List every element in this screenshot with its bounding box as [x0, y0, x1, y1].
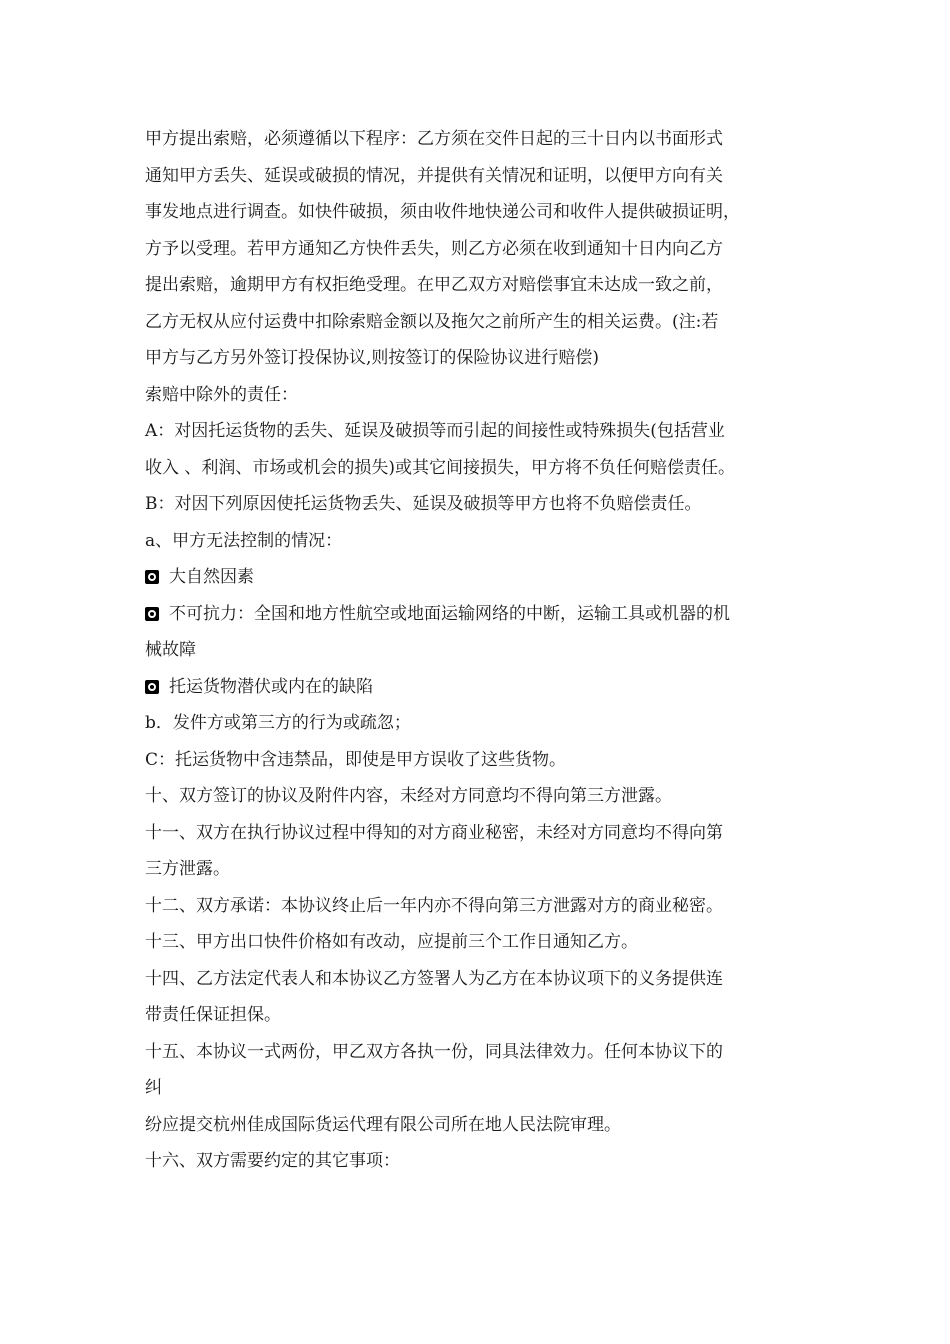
clause-15-line-2: 纠 — [145, 1078, 162, 1098]
exclusion-b-sub-b: b．发件方或第三方的行为或疏忽； — [145, 713, 411, 733]
clause-11-line-1: 十一、双方在执行协议过程中得知的对方商业秘密，未经对方同意均不得向第 — [145, 822, 723, 843]
exclusions-heading: 索赔中除外的责任： — [145, 384, 298, 405]
clause-16: 十六、双方需要约定的其它事项： — [145, 1151, 400, 1171]
clause-14-line-1: 十四、乙方法定代表人和本协议乙方签署人为乙方在本协议项下的义务提供连 — [145, 968, 723, 989]
claim-procedure-line-5: 提出索赔，逾期甲方有权拒绝受理。在甲乙双方对赔偿事宜未达成一致之前， — [145, 275, 723, 295]
clause-10: 十、双方签订的协议及附件内容，未经对方同意均不得向第三方泄露。 — [145, 786, 672, 806]
clause-15-line-3: 纷应提交杭州佳成国际货运代理有限公司所在地人民法院审理。 — [145, 1114, 621, 1135]
uncontrollable-heading: a、甲方无法控制的情况： — [145, 530, 343, 551]
bullet-item-text: 大自然因素 — [169, 567, 254, 587]
clause-15-line-1: 十五、本协议一式两份，甲乙双方各执一份，同具法律效力。任何本协议下的 — [145, 1041, 723, 1062]
fisheye-bullet-icon — [145, 680, 159, 694]
bullet-item-nature — [145, 559, 825, 596]
claim-procedure-line-2: 通知甲方丢失、延误或破损的情况，并提供有关情况和证明，以便甲方向有关 — [145, 165, 723, 186]
bullet-item-defects — [145, 669, 825, 706]
exclusion-b: B：对因下列原因使托运货物丢失、延误及破损等甲方也将不负赔偿责任。 — [145, 494, 702, 514]
clause-11-line-2: 三方泄露。 — [145, 859, 230, 879]
exclusion-a-line-1: A：对因托运货物的丢失、延误及破损等而引起的间接性或特殊损失(包括营业 — [145, 421, 725, 441]
clause-12: 十二、双方承诺：本协议终止后一年内亦不得向第三方泄露对方的商业秘密。 — [145, 895, 723, 916]
claim-procedure-line-1: 甲方提出索赔，必须遵循以下程序：乙方须在交件日起的三十日内以书面形式 — [145, 129, 723, 149]
clause-14-line-2: 带责任保证担保。 — [145, 1005, 281, 1025]
bullet-item-text: 不可抗力：全国和地方性航空或地面运输网络的中断，运输工具或机器的机 — [169, 603, 730, 624]
claim-procedure-line-7: 甲方与乙方另外签订投保协议,则按签订的保险协议进行赔偿) — [145, 348, 600, 368]
bullet-item-text: 托运货物潜伏或内在的缺陷 — [169, 676, 373, 697]
fisheye-bullet-icon — [145, 570, 159, 584]
exclusion-a-line-2: 收入 、利润、市场或机会的损失)或其它间接损失，甲方将不负任何赔偿责任。 — [145, 457, 736, 478]
claim-procedure-line-3: 事发地点进行调查。如快件破损，须由收件地快递公司和收件人提供破损证明， — [145, 202, 740, 222]
claim-procedure-line-6: 乙方无权从应付运费中扣除索赔金额以及拖欠之前所产生的相关运费。(注:若 — [145, 311, 719, 332]
document-page — [145, 121, 825, 1180]
force-majeure-continuation: 械故障 — [145, 640, 196, 660]
bullet-item-force-majeure — [145, 596, 825, 633]
claim-procedure-line-4: 方予以受理。若甲方通知乙方快件丢失，则乙方必须在收到通知十日内向乙方 — [145, 238, 723, 259]
fisheye-bullet-icon — [145, 607, 159, 621]
exclusion-c: C：托运货物中含违禁品，即使是甲方误收了这些货物。 — [145, 749, 567, 770]
clause-13: 十三、甲方出口快件价格如有改动，应提前三个工作日通知乙方。 — [145, 932, 638, 952]
